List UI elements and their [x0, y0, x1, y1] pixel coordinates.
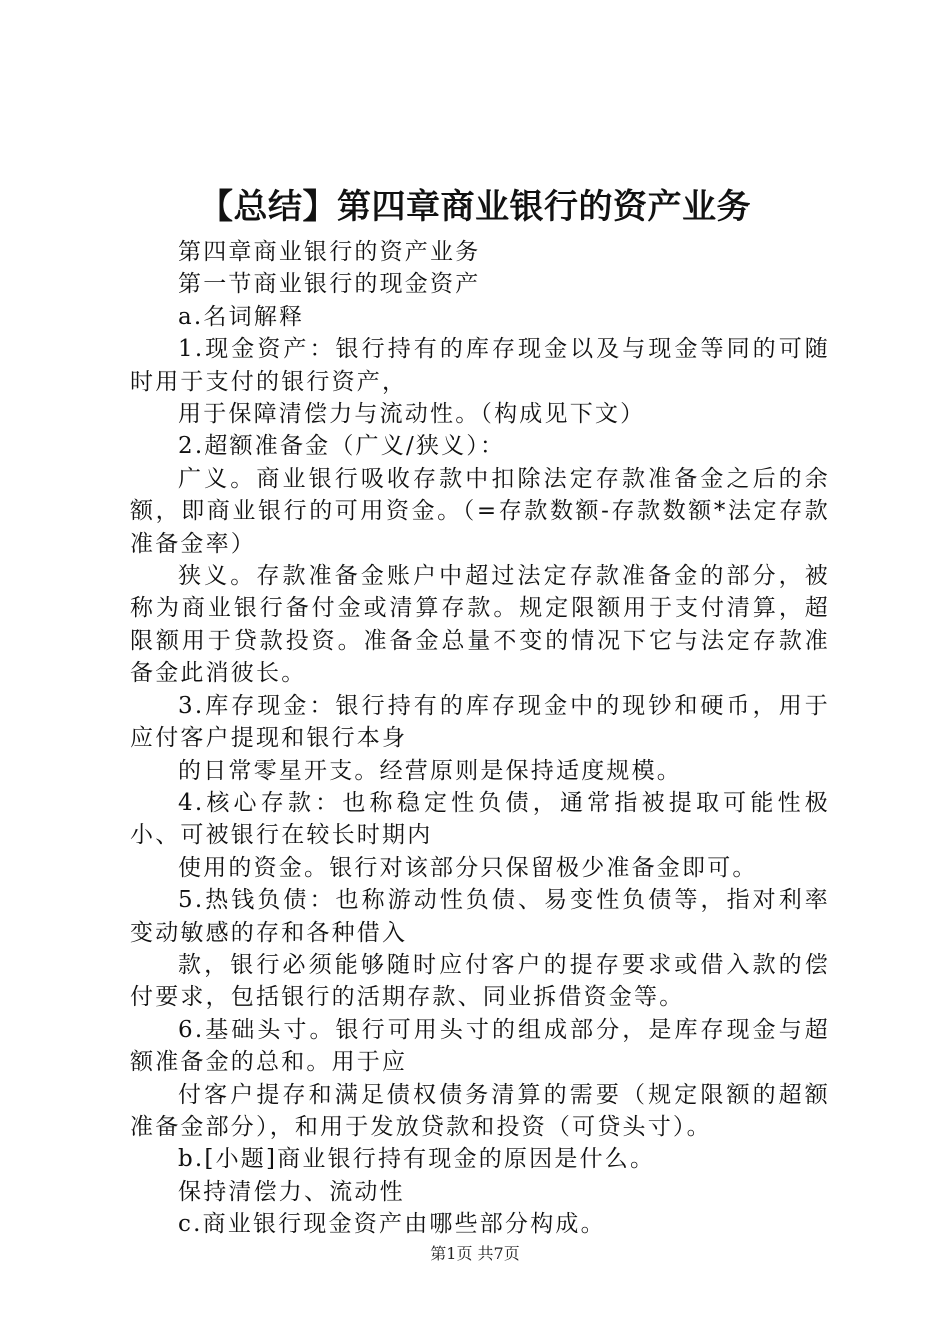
paragraph: a.名词解释 — [178, 303, 305, 330]
paragraph: b.[小题]商业银行持有现金的原因是什么。 — [178, 1146, 656, 1173]
paragraph: 6.基础头寸。银行可用头寸的组成部分，是库存现金与超额准备金的总和。用于应 — [130, 1016, 830, 1076]
paragraph: 1.现金资产：银行持有的库存现金以及与现金等同的可随时用于支付的银行资产， — [130, 336, 830, 395]
paragraph: 付客户提存和满足债权债务清算的需要（规定限额的超额准备金部分），和用于发放贷款和投资（可贷头寸）。 — [130, 1081, 830, 1140]
paragraph: 第四章商业银行的资产业务 — [178, 239, 481, 265]
paragraph: 4.核心存款：也称稳定性负债，通常指被提取可能性极小、可被银行在较长时期内 — [130, 789, 830, 849]
paragraph: 用于保障清偿力与流动性。（构成见下文） — [178, 401, 646, 428]
paragraph: 3.库存现金：银行持有的库存现金中的现钞和硬币，用于应付客户提现和银行本身 — [130, 692, 830, 752]
paragraph: 5.热钱负债：也称游动性负债、易变性负债等，指对利率变动敏感的存和各种借入 — [130, 887, 830, 946]
paragraph: 保持清偿力、流动性 — [178, 1178, 405, 1205]
document-body — [130, 236, 830, 1241]
paragraph: 广义。商业银行吸收存款中扣除法定存款准备金之后的余额，即商业银行的可用资金。（=存款数额-存款数额*法定存款准备金率） — [130, 465, 830, 557]
paragraph: 狭义。存款准备金账户中超过法定存款准备金的部分，被称为商业银行备付金或清算存款。规定限额用于支付清算，超限额用于贷款投资。准备金总量不变的情况下它与法定存款准备金此消彼长。 — [130, 563, 830, 687]
paragraph: 第一节商业银行的现金资产 — [178, 271, 481, 298]
paragraph: c.商业银行现金资产由哪些部分构成。 — [178, 1211, 606, 1238]
document-title: 【总结】第四章商业银行的资产业务 — [199, 187, 751, 227]
paragraph: 的日常零星开支。经营原则是保持适度规模。 — [178, 757, 682, 784]
page-footer: 第1页 共7页 — [430, 1244, 520, 1263]
paragraph: 款，银行必须能够随时应付客户的提存要求或借入款的偿付要求，包括银行的活期存款、同业拆借资金等。 — [130, 951, 830, 1011]
paragraph: 使用的资金。银行对该部分只保留极少准备金即可。 — [178, 854, 758, 881]
paragraph: 2.超额准备金（广义/狭义）： — [178, 433, 506, 460]
